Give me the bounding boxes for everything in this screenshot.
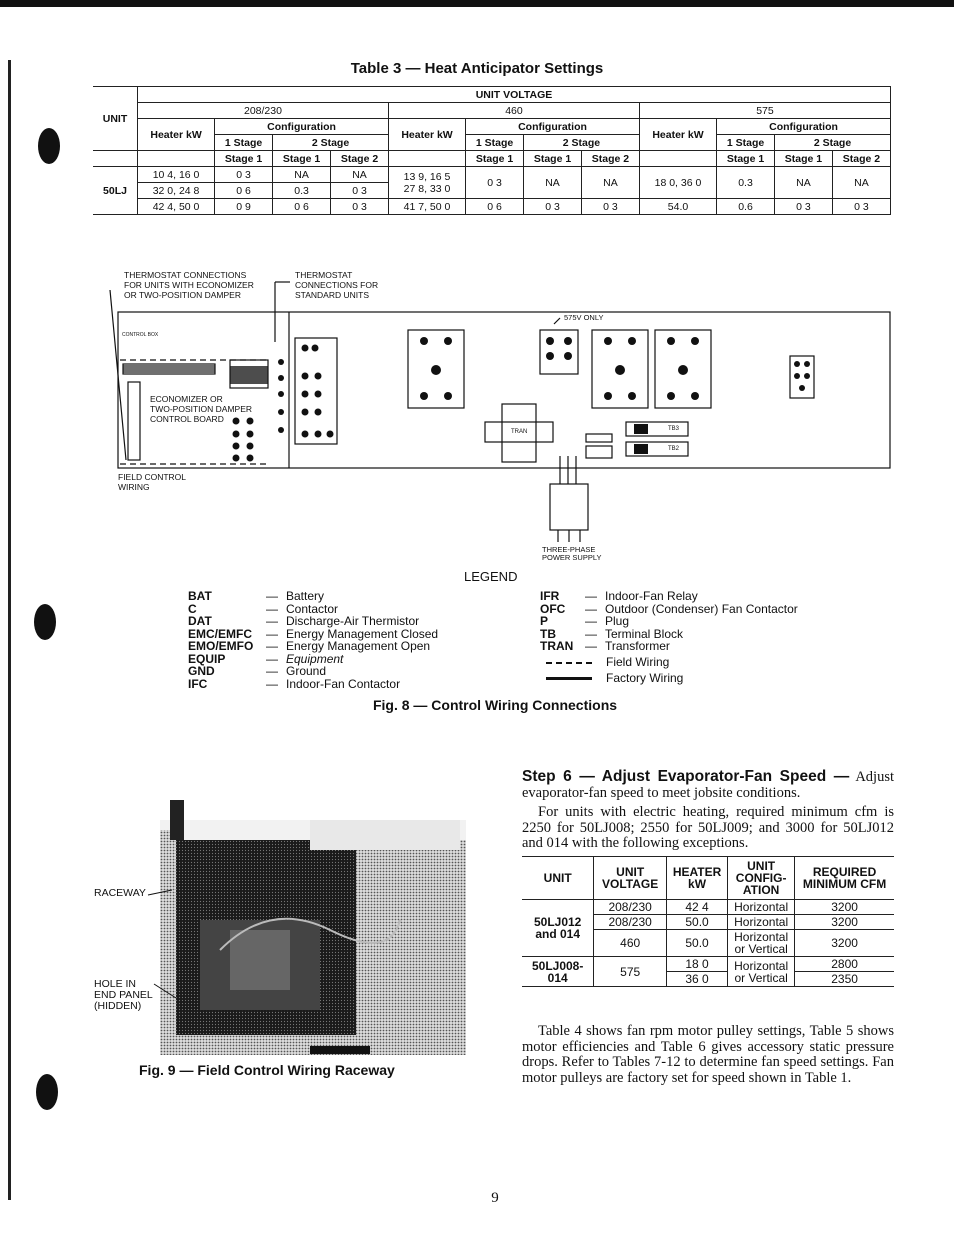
label-hole-in-end-panel: HOLE IN END PANEL (HIDDEN)	[94, 978, 153, 1012]
legend-item-field-wiring: Field Wiring	[546, 656, 669, 669]
legend-item: GND — Ground	[188, 664, 327, 678]
binding-rule	[8, 60, 11, 1200]
column-header: UNIT VOLTAGE	[594, 857, 667, 900]
table-cell: 13 9, 16 5 27 8, 33 0	[388, 167, 465, 199]
table-cell: 575	[594, 957, 667, 987]
heater-kw-header: Heater kW	[388, 119, 465, 151]
legend-item: EMC/EMFC — Energy Management Closed	[188, 626, 439, 641]
raceway-photo-image	[160, 780, 466, 1055]
table-cell: 0.3	[717, 167, 775, 199]
photo-leader-lines	[140, 880, 180, 1010]
label-thermostat-standard: THERMOSTAT CONNECTIONS FOR STANDARD UNITS	[295, 270, 379, 300]
table3-title: Table 3 — Heat Anticipator Settings	[350, 60, 604, 77]
fig9-caption: Fig. 9 — Field Control Wiring Raceway	[139, 1062, 395, 1078]
one-stage-header: 1 Stage	[717, 135, 775, 151]
table-cell: 0 3	[524, 199, 582, 215]
unit-cell: 50LJ012 and 014	[522, 900, 594, 957]
stage2-header: Stage 2	[581, 151, 639, 167]
legend-item: EQUIP — Equipment	[188, 651, 344, 666]
punch-hole	[34, 604, 56, 640]
factory-wiring-swatch	[546, 677, 592, 680]
two-stage-header: 2 Stage	[273, 135, 389, 151]
table-cell: 0 6	[215, 183, 273, 199]
column-header: REQUIRED MINIMUM CFM	[795, 857, 894, 900]
voltage-header: 575	[639, 103, 890, 119]
table-cell: 50.0	[666, 915, 727, 930]
config-header: Configuration	[466, 119, 640, 135]
table-cell: 36 0	[666, 972, 727, 987]
column-header: HEATER kW	[666, 857, 727, 900]
control-wiring-diagram	[90, 266, 900, 576]
table-cell: 41 7, 50 0	[388, 199, 465, 215]
table-cell: NA	[331, 167, 389, 183]
table-cell: 2800	[795, 957, 894, 972]
step6-section	[522, 765, 894, 856]
top-rule	[0, 0, 954, 7]
table-cell: NA	[273, 167, 331, 183]
table-row	[93, 199, 891, 215]
two-stage-header: 2 Stage	[775, 135, 891, 151]
config-header: Configuration	[215, 119, 389, 135]
table-cell: 3200	[795, 915, 894, 930]
column-header: UNIT CONFIG-ATION	[728, 857, 795, 900]
stage2-header: Stage 2	[832, 151, 890, 167]
stage2-header: Stage 2	[331, 151, 389, 167]
step6-intro: Adjust evaporator-fan speed to meet jobsite conditions.	[522, 769, 894, 801]
table-cell: NA	[832, 167, 890, 199]
table-cell: 50.0	[666, 930, 727, 957]
config-header: Configuration	[717, 119, 891, 135]
label-tb2: TB2	[668, 446, 680, 452]
table-cell: 0 3	[215, 167, 273, 183]
raceway-photo	[160, 780, 466, 1055]
step6-closing-paragraph: Table 4 shows fan rpm motor pulley settings, Table 5 shows motor efficiencies and Table 6 gives accessory static pressure drops. Refer to Tables 7-12 to determine fan speed settings. Fan motor pulleys are factory set for speed shown in Table 1.	[522, 1023, 894, 1086]
field-wiring-swatch	[546, 662, 592, 664]
table-cell: 0 6	[466, 199, 524, 215]
two-stage-header: 2 Stage	[524, 135, 640, 151]
table-cell: 3200	[795, 900, 894, 915]
legend-item: BAT — Battery	[188, 589, 325, 603]
page-number: 9	[491, 1190, 499, 1206]
table-cell: 0 3	[331, 183, 389, 199]
stage1-header: Stage 1	[273, 151, 331, 167]
table-cell: 0 6	[273, 199, 331, 215]
table-cell: 208/230	[594, 900, 667, 915]
voltage-header: 208/230	[138, 103, 389, 119]
stage1-header: Stage 1	[215, 151, 273, 167]
unit-cell: 50LJ	[93, 167, 138, 215]
legend-title: LEGEND	[464, 569, 518, 584]
legend-item: TB — Terminal Block	[540, 626, 684, 641]
table-cell: Horizontal or Vertical	[728, 930, 795, 957]
table-row	[522, 957, 894, 972]
table-cell: Horizontal	[728, 915, 795, 930]
table-row	[93, 167, 891, 183]
table-cell: 0 3	[466, 167, 524, 199]
table-cell: 0 3	[331, 199, 389, 215]
legend-item: IFR — Indoor-Fan Relay	[540, 589, 698, 603]
step6-paragraph: For units with electric heating, required minimum cfm is 2250 for 50LJ008; 2550 for 50LJ009; and 3000 for 50LJ012 and 014 with the following exceptions.	[522, 804, 894, 851]
legend-item-factory-wiring: Factory Wiring	[546, 672, 683, 685]
table-cell: 3200	[795, 930, 894, 957]
table-cell: 0.6	[717, 199, 775, 215]
unit-cell: 50LJ008-014	[522, 957, 594, 987]
table-cell: 0 3	[832, 199, 890, 215]
table-cell: 32 0, 24 8	[138, 183, 215, 199]
label-tb3: TB3	[668, 426, 680, 432]
fig8-caption: Fig. 8 — Control Wiring Connections	[372, 697, 618, 713]
one-stage-header: 1 Stage	[466, 135, 524, 151]
one-stage-header: 1 Stage	[215, 135, 273, 151]
heater-kw-header: Heater kW	[639, 119, 716, 151]
label-econ-board: ECONOMIZER OR TWO-POSITION DAMPER CONTROL BOARD	[150, 394, 252, 424]
table-row	[522, 900, 894, 915]
table-cell: 54.0	[639, 199, 716, 215]
min-cfm-table	[522, 856, 894, 987]
label-field-control-wiring: FIELD CONTROL WIRING	[118, 472, 187, 492]
heat-anticipator-table	[93, 86, 891, 215]
table-cell: NA	[524, 167, 582, 199]
stage1-header: Stage 1	[524, 151, 582, 167]
legend-item: P — Plug	[540, 614, 630, 628]
table-cell: 42 4, 50 0	[138, 199, 215, 215]
table-cell: NA	[775, 167, 833, 199]
table-cell: NA	[581, 167, 639, 199]
legend-item: EMO/EMFO — Energy Management Open	[188, 639, 431, 653]
label-thermostat-economizer: THERMOSTAT CONNECTIONS FOR UNITS WITH ECONOMIZER OR TWO-POSITION DAMPER	[124, 270, 254, 300]
label-control-box: CONTROL BOX	[122, 332, 159, 338]
table-cell: 0 3	[581, 199, 639, 215]
legend-item: C — Contactor	[188, 601, 339, 616]
table-cell: 0 3	[775, 199, 833, 215]
label-power-supply: THREE-PHASE POWER SUPPLY	[542, 545, 602, 562]
stage1-header: Stage 1	[466, 151, 524, 167]
table-cell: 18 0	[666, 957, 727, 972]
punch-hole	[38, 128, 60, 164]
table-cell: Horizontal	[728, 900, 795, 915]
legend-item: OFC — Outdoor (Condenser) Fan Contactor	[540, 601, 798, 616]
step6-heading: Step 6 — Adjust Evaporator-Fan Speed —	[522, 768, 850, 785]
label-tran: TRAN	[511, 429, 528, 435]
label-575v-only: 575V ONLY	[564, 313, 604, 322]
table-cell: 460	[594, 930, 667, 957]
stage1-header: Stage 1	[717, 151, 775, 167]
stage1-header: Stage 1	[775, 151, 833, 167]
table-cell: 18 0, 36 0	[639, 167, 716, 199]
table-cell: 10 4, 16 0	[138, 167, 215, 183]
punch-hole	[36, 1074, 58, 1110]
label-raceway: RACEWAY	[94, 887, 146, 899]
legend-item: TRAN — Transformer	[540, 639, 670, 653]
table-cell: 2350	[795, 972, 894, 987]
column-header: UNIT	[522, 857, 594, 900]
unit-header: UNIT	[93, 87, 138, 151]
voltage-header: 460	[388, 103, 639, 119]
legend-item: DAT — Discharge-Air Thermistor	[188, 614, 420, 628]
table-cell: Horizontal or Vertical	[728, 957, 795, 987]
unit-voltage-header: UNIT VOLTAGE	[138, 87, 891, 103]
heater-kw-header: Heater kW	[138, 119, 215, 151]
table-cell: 42 4	[666, 900, 727, 915]
table-cell: 208/230	[594, 915, 667, 930]
table-cell: 0 9	[215, 199, 273, 215]
legend-item: IFC — Indoor-Fan Contactor	[188, 676, 401, 691]
table-cell: 0.3	[273, 183, 331, 199]
